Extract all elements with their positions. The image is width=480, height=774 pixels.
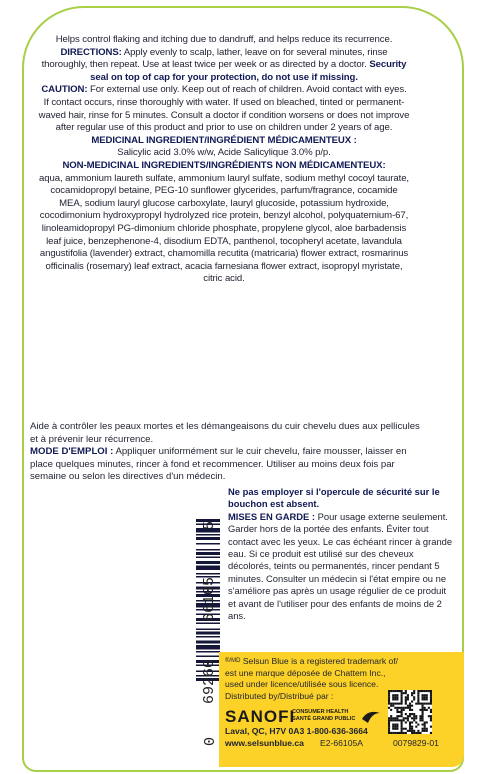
qr-module [401, 707, 403, 709]
qr-module [417, 694, 419, 696]
qr-module [422, 724, 424, 726]
qr-module [426, 709, 428, 711]
qr-module [426, 694, 428, 696]
qr-module [426, 728, 428, 730]
qr-module [413, 732, 415, 734]
qr-module [422, 715, 424, 717]
qr-module [392, 724, 394, 726]
qr-module [428, 690, 430, 692]
barcode-digits-right: 66105 [201, 576, 218, 622]
qr-module [388, 728, 390, 730]
qr-module [430, 694, 432, 696]
qr-module [430, 696, 432, 698]
qr-module [426, 696, 428, 698]
qr-module [401, 694, 403, 696]
qr-module [430, 709, 432, 711]
qr-module [396, 711, 398, 713]
qr-module [413, 730, 415, 732]
qr-module [409, 730, 411, 732]
caution-text: For external use only. Keep out of reach of children. Avoid contact with eyes. If contact occurs, rinse thoroughly with water. If used on bleached, tinted or permanent-waved hair, rinse for 5 minutes. Consult a doctor if condition worsens or does not improve after regular use of this product and prior to use on children under 2 years of age. [38, 84, 410, 134]
qr-module [401, 709, 403, 711]
qr-module [411, 692, 413, 694]
qr-module [398, 732, 400, 734]
qr-module [422, 696, 424, 698]
qr-module [396, 709, 398, 711]
qr-module [398, 711, 400, 713]
qr-module [407, 696, 409, 698]
qr-module [411, 713, 413, 715]
caution-paragraph [38, 84, 410, 134]
website: www.selsunblue.ca [225, 738, 304, 748]
qr-module [415, 717, 417, 719]
qr-module [424, 698, 426, 700]
qr-module [417, 700, 419, 702]
qr-module [405, 700, 407, 702]
barcode-bar [196, 623, 220, 625]
english-section [38, 34, 410, 286]
qr-module [422, 709, 424, 711]
qr-module [409, 726, 411, 728]
qr-module [396, 719, 398, 721]
security-seal-text: Security seal on top of cap for your protection, do not use if missing. [90, 59, 407, 83]
qr-module [413, 692, 415, 694]
qr-module [390, 703, 392, 705]
qr-module [430, 732, 432, 734]
qr-module [394, 703, 396, 705]
qr-module [388, 724, 390, 726]
trademark-line3: used under licence/utilisée sous licence. [225, 679, 379, 690]
qr-module [413, 713, 415, 715]
qr-module [424, 730, 426, 732]
qr-module [401, 696, 403, 698]
barcode-bar [196, 645, 220, 650]
directions-paragraph [38, 47, 410, 85]
qr-module [403, 719, 405, 721]
qr-module [430, 715, 432, 717]
qr-module [426, 721, 428, 723]
qr-module [422, 705, 424, 707]
qr-module [407, 730, 409, 732]
qr-module [398, 703, 400, 705]
qr-module [398, 719, 400, 721]
qr-module [388, 717, 390, 719]
qr-module [392, 694, 394, 696]
barcode-bar [196, 656, 220, 658]
qr-module [401, 730, 403, 732]
qr-module [392, 690, 394, 692]
qr-module [409, 728, 411, 730]
qr-module [430, 698, 432, 700]
qr-module [428, 703, 430, 705]
barcode-bar [196, 557, 220, 559]
qr-module [426, 703, 428, 705]
qr-module [405, 698, 407, 700]
qr-module [401, 698, 403, 700]
qr-module [403, 728, 405, 730]
qr-module [424, 707, 426, 709]
qr-module [417, 724, 419, 726]
qr-module [415, 726, 417, 728]
qr-module [407, 698, 409, 700]
qr-module [424, 703, 426, 705]
qr-module [409, 713, 411, 715]
qr-module [394, 707, 396, 709]
qr-module [419, 703, 421, 705]
qr-module [415, 732, 417, 734]
qr-module [413, 719, 415, 721]
qr-module [419, 715, 421, 717]
qr-module [401, 726, 403, 728]
qr-module [411, 728, 413, 730]
qr-module [394, 696, 396, 698]
qr-module [407, 719, 409, 721]
mode-seal: Ne pas employer si l'opercule de sécurité sur le bouchon est absent. [228, 486, 440, 510]
qr-module [403, 732, 405, 734]
qr-module [396, 690, 398, 692]
qr-module [390, 705, 392, 707]
qr-module [430, 717, 432, 719]
qr-module [390, 717, 392, 719]
qr-module [411, 721, 413, 723]
qr-module [405, 728, 407, 730]
barcode-bar [196, 537, 220, 540]
qr-module [405, 690, 407, 692]
qr-module [396, 724, 398, 726]
qr-module [390, 719, 392, 721]
qr-module [419, 717, 421, 719]
sanofi-bird-icon [360, 707, 382, 725]
qr-module [424, 721, 426, 723]
qr-module [411, 694, 413, 696]
qr-module [401, 703, 403, 705]
qr-module [394, 732, 396, 734]
qr-module [390, 732, 392, 734]
trademark-line2: est une marque déposée de Chattem Inc., [225, 667, 386, 678]
qr-module [394, 698, 396, 700]
qr-module [394, 690, 396, 692]
medicinal-text: Salicylic acid 3.0% w/w, Acide Salicylique 3.0% p/p. [117, 147, 331, 159]
qr-module [409, 709, 411, 711]
qr-module [398, 715, 400, 717]
qr-module [422, 690, 424, 692]
qr-module [403, 709, 405, 711]
qr-module [413, 690, 415, 692]
qr-module [401, 732, 403, 734]
nonmedicinal-heading: NON-MEDICINAL INGREDIENTS/INGRÉDIENTS NON MÉDICAMENTEUX: [62, 159, 386, 171]
qr-module [428, 715, 430, 717]
qr-module [422, 711, 424, 713]
barcode-bar [196, 566, 220, 571]
qr-module [392, 732, 394, 734]
qr-module [413, 696, 415, 698]
qr-module [422, 703, 424, 705]
qr-module [390, 709, 392, 711]
qr-module [388, 698, 390, 700]
qr-module [388, 703, 390, 705]
qr-module [409, 703, 411, 705]
qr-module [417, 730, 419, 732]
qr-module [392, 719, 394, 721]
qr-module [417, 703, 419, 705]
barcode-bar [196, 561, 220, 564]
barcode-digit-left: 0 [202, 736, 219, 746]
qr-module [411, 705, 413, 707]
qr-module [403, 692, 405, 694]
qr-module [388, 707, 390, 709]
qr-module [409, 705, 411, 707]
qr-module [394, 728, 396, 730]
qr-module [417, 696, 419, 698]
qr-module [405, 721, 407, 723]
qr-module [392, 726, 394, 728]
qr-module [405, 703, 407, 705]
intro-text: Helps control flaking and itching due to dandruff, and helps reduce its recurrence. [55, 34, 393, 45]
qr-module [401, 690, 403, 692]
qr-module [409, 707, 411, 709]
qr-module [388, 721, 390, 723]
qr-module [388, 694, 390, 696]
qr-module [396, 726, 398, 728]
qr-module [392, 703, 394, 705]
qr-module [392, 728, 394, 730]
qr-module [407, 705, 409, 707]
qr-module [394, 726, 396, 728]
qr-module [394, 694, 396, 696]
barcode-bar [196, 573, 220, 575]
qr-module [396, 732, 398, 734]
barcode-bar [196, 641, 220, 644]
qr-module [401, 692, 403, 694]
qr-module [409, 721, 411, 723]
qr-module [413, 698, 415, 700]
qr-module [409, 724, 411, 726]
qr-module [401, 728, 403, 730]
qr-module [401, 713, 403, 715]
qr-module [411, 709, 413, 711]
qr-module [411, 717, 413, 719]
french-right-column [228, 486, 456, 622]
qr-module [405, 707, 407, 709]
barcode-bar [196, 636, 220, 638]
directions-heading: DIRECTIONS: [60, 46, 122, 58]
qr-module [422, 728, 424, 730]
qr-module [411, 700, 413, 702]
qr-module [430, 690, 432, 692]
qr-module [424, 728, 426, 730]
caution-heading: CAUTION: [41, 84, 88, 96]
mode-paragraph [30, 446, 430, 484]
qr-module [430, 719, 432, 721]
qr-module [396, 707, 398, 709]
qr-module [392, 696, 394, 698]
qr-module [424, 726, 426, 728]
qr-module [390, 690, 392, 692]
qr-module [419, 719, 421, 721]
qr-module [419, 709, 421, 711]
qr-module [413, 715, 415, 717]
qr-module [388, 692, 390, 694]
qr-module [424, 696, 426, 698]
qr-module [430, 692, 432, 694]
qr-module [398, 690, 400, 692]
qr-module [394, 724, 396, 726]
qr-module [401, 719, 403, 721]
qr-module [415, 703, 417, 705]
qr-module [405, 696, 407, 698]
code-number: 0079829-01 [393, 738, 439, 748]
qr-module [405, 713, 407, 715]
qr-module [401, 700, 403, 702]
qr-module [422, 719, 424, 721]
qr-module [396, 696, 398, 698]
mises-paragraph [228, 511, 456, 623]
qr-module [392, 717, 394, 719]
qr-module [411, 726, 413, 728]
qr-module [411, 730, 413, 732]
sanofi-subtitle: CONSUMER HEALTH SANTÉ GRAND PUBLIC [292, 709, 356, 722]
qr-module [388, 730, 390, 732]
french-section [30, 421, 430, 484]
qr-module [396, 703, 398, 705]
barcode-bar [196, 629, 220, 631]
qr-module [390, 715, 392, 717]
code-e2: E2-66105A [320, 738, 364, 748]
mises-heading: MISES EN GARDE : [228, 510, 315, 522]
qr-module [403, 717, 405, 719]
qr-module [388, 726, 390, 728]
qr-module [405, 717, 407, 719]
qr-module [396, 715, 398, 717]
qr-module [419, 690, 421, 692]
barcode-bar [196, 549, 220, 551]
nonmedicinal-text: aqua, ammonium laureth sulfate, ammonium lauryl sulfate, sodium methyl cocoyl taurate, cocamidopropyl betaine, PEG-10 sunflower glycerides, parfum/fragrance, cocamide MEA, sodium lauryl glucose carboxylate, lauryl glucoside, potassium hydroxide, cocodimonium hydroxypropyl hydrolyzed rice protein, benzyl alcohol, polyquaternium-67, linoleamidopropyl PG-dimonium chloride phosphate, propylene glycol, aloe barbadensis leaf juice, benzephenone-4, disodium EDTA, panthenol, tocopheryl acetate, lavandula angustifolia (lavender) extract, chamomilla recutita (matricaria) flower extract, rosmarinus officinalis (rosemary) leaf extract, acacia farnesiana flower extract, isopropyl myristate, citric acid. [39, 172, 409, 285]
qr-module [417, 690, 419, 692]
barcode-bar [196, 534, 220, 536]
address: Laval, QC, H7V 0A3 1-800-636-3664 [225, 726, 368, 736]
qr-module [407, 715, 409, 717]
barcode-bar [196, 632, 220, 635]
directions-text: Apply evenly to scalp, lather, leave on for several minutes, rinse thoroughly, then repeat. Use at least twice per week or as directed by a doctor. [41, 46, 388, 71]
qr-module [388, 719, 390, 721]
qr-module [428, 707, 430, 709]
qr-module [398, 707, 400, 709]
qr-module [409, 715, 411, 717]
qr-module [417, 732, 419, 734]
qr-module [424, 709, 426, 711]
qr-module [422, 707, 424, 709]
qr-module [424, 694, 426, 696]
barcode-check-digit: 5 [201, 520, 218, 530]
qr-module [401, 711, 403, 713]
qr-module [430, 711, 432, 713]
qr-module [419, 732, 421, 734]
barcode-bar [196, 543, 220, 545]
qr-module [413, 717, 415, 719]
qr-module [401, 721, 403, 723]
qr-module [405, 732, 407, 734]
qr-module [424, 690, 426, 692]
qr-module [401, 715, 403, 717]
qr-module [430, 700, 432, 702]
qr-module [401, 724, 403, 726]
qr-module [403, 707, 405, 709]
qr-code-icon [388, 690, 432, 734]
medicinal-heading: MEDICINAL INGREDIENT/INGRÉDIENT MÉDICAMENTEUX : [91, 134, 357, 146]
qr-module [422, 717, 424, 719]
barcode-digits-mid: 69260 [201, 658, 218, 704]
qr-module [388, 700, 390, 702]
qr-module [430, 703, 432, 705]
qr-module [392, 705, 394, 707]
qr-module [422, 698, 424, 700]
mises-text: Pour usage externe seulement. Garder hors de la portée des enfants. Éviter tout contact avec les yeux. Le cas échéant rincer à grande eau. Si ce produit est utilisé sur des cheveux décolorés, teints ou permanentés, rincer pendant 5 minutes. Consulter un médecin si l'état empire ou ne s'améliore pas après un usage régulier de ce produit et avant de l'utiliser pour des enfants de moins de 2 ans. [228, 510, 453, 622]
qr-module [422, 730, 424, 732]
qr-module [392, 698, 394, 700]
qr-module [422, 694, 424, 696]
mode-text: Appliquer uniformément sur le cuir chevelu, faire mousser, laisser en place quelques minutes, rincer à fond et recommencer. Utiliser au moins deux fois par semaine ou selon les directives d'un médecin. [30, 446, 407, 483]
trademark-mark: ®/MD [225, 658, 241, 664]
qr-module [407, 717, 409, 719]
distributed-by: Distributed by/Distribué par : [225, 690, 334, 701]
trademark-line1: Selsun Blue is a registered trademark of/ [242, 656, 399, 666]
qr-module [405, 692, 407, 694]
qr-module [388, 696, 390, 698]
mode-heading: MODE D'EMPLOI : [30, 446, 114, 458]
qr-module [396, 728, 398, 730]
qr-module [424, 724, 426, 726]
qr-module [422, 713, 424, 715]
barcode-bar [196, 651, 220, 653]
qr-module [388, 690, 390, 692]
qr-module [411, 732, 413, 734]
qr-module [426, 690, 428, 692]
french-intro: Aide à contrôler les peaux mortes et les démangeaisons du cuir chevelu dues aux pellicules et à prévenir leur récurrence. [30, 421, 420, 445]
qr-module [417, 692, 419, 694]
qr-module [426, 730, 428, 732]
qr-module [396, 717, 398, 719]
qr-module [396, 698, 398, 700]
barcode-bar [196, 552, 220, 555]
qr-module [417, 698, 419, 700]
qr-module [394, 717, 396, 719]
qr-module [407, 707, 409, 709]
qr-module [388, 732, 390, 734]
qr-module [430, 726, 432, 728]
qr-module [415, 715, 417, 717]
qr-module [407, 694, 409, 696]
sanofi-logo: SANOFI [225, 707, 296, 726]
qr-module [396, 694, 398, 696]
qr-module [394, 719, 396, 721]
qr-module [426, 698, 428, 700]
qr-module [415, 721, 417, 723]
